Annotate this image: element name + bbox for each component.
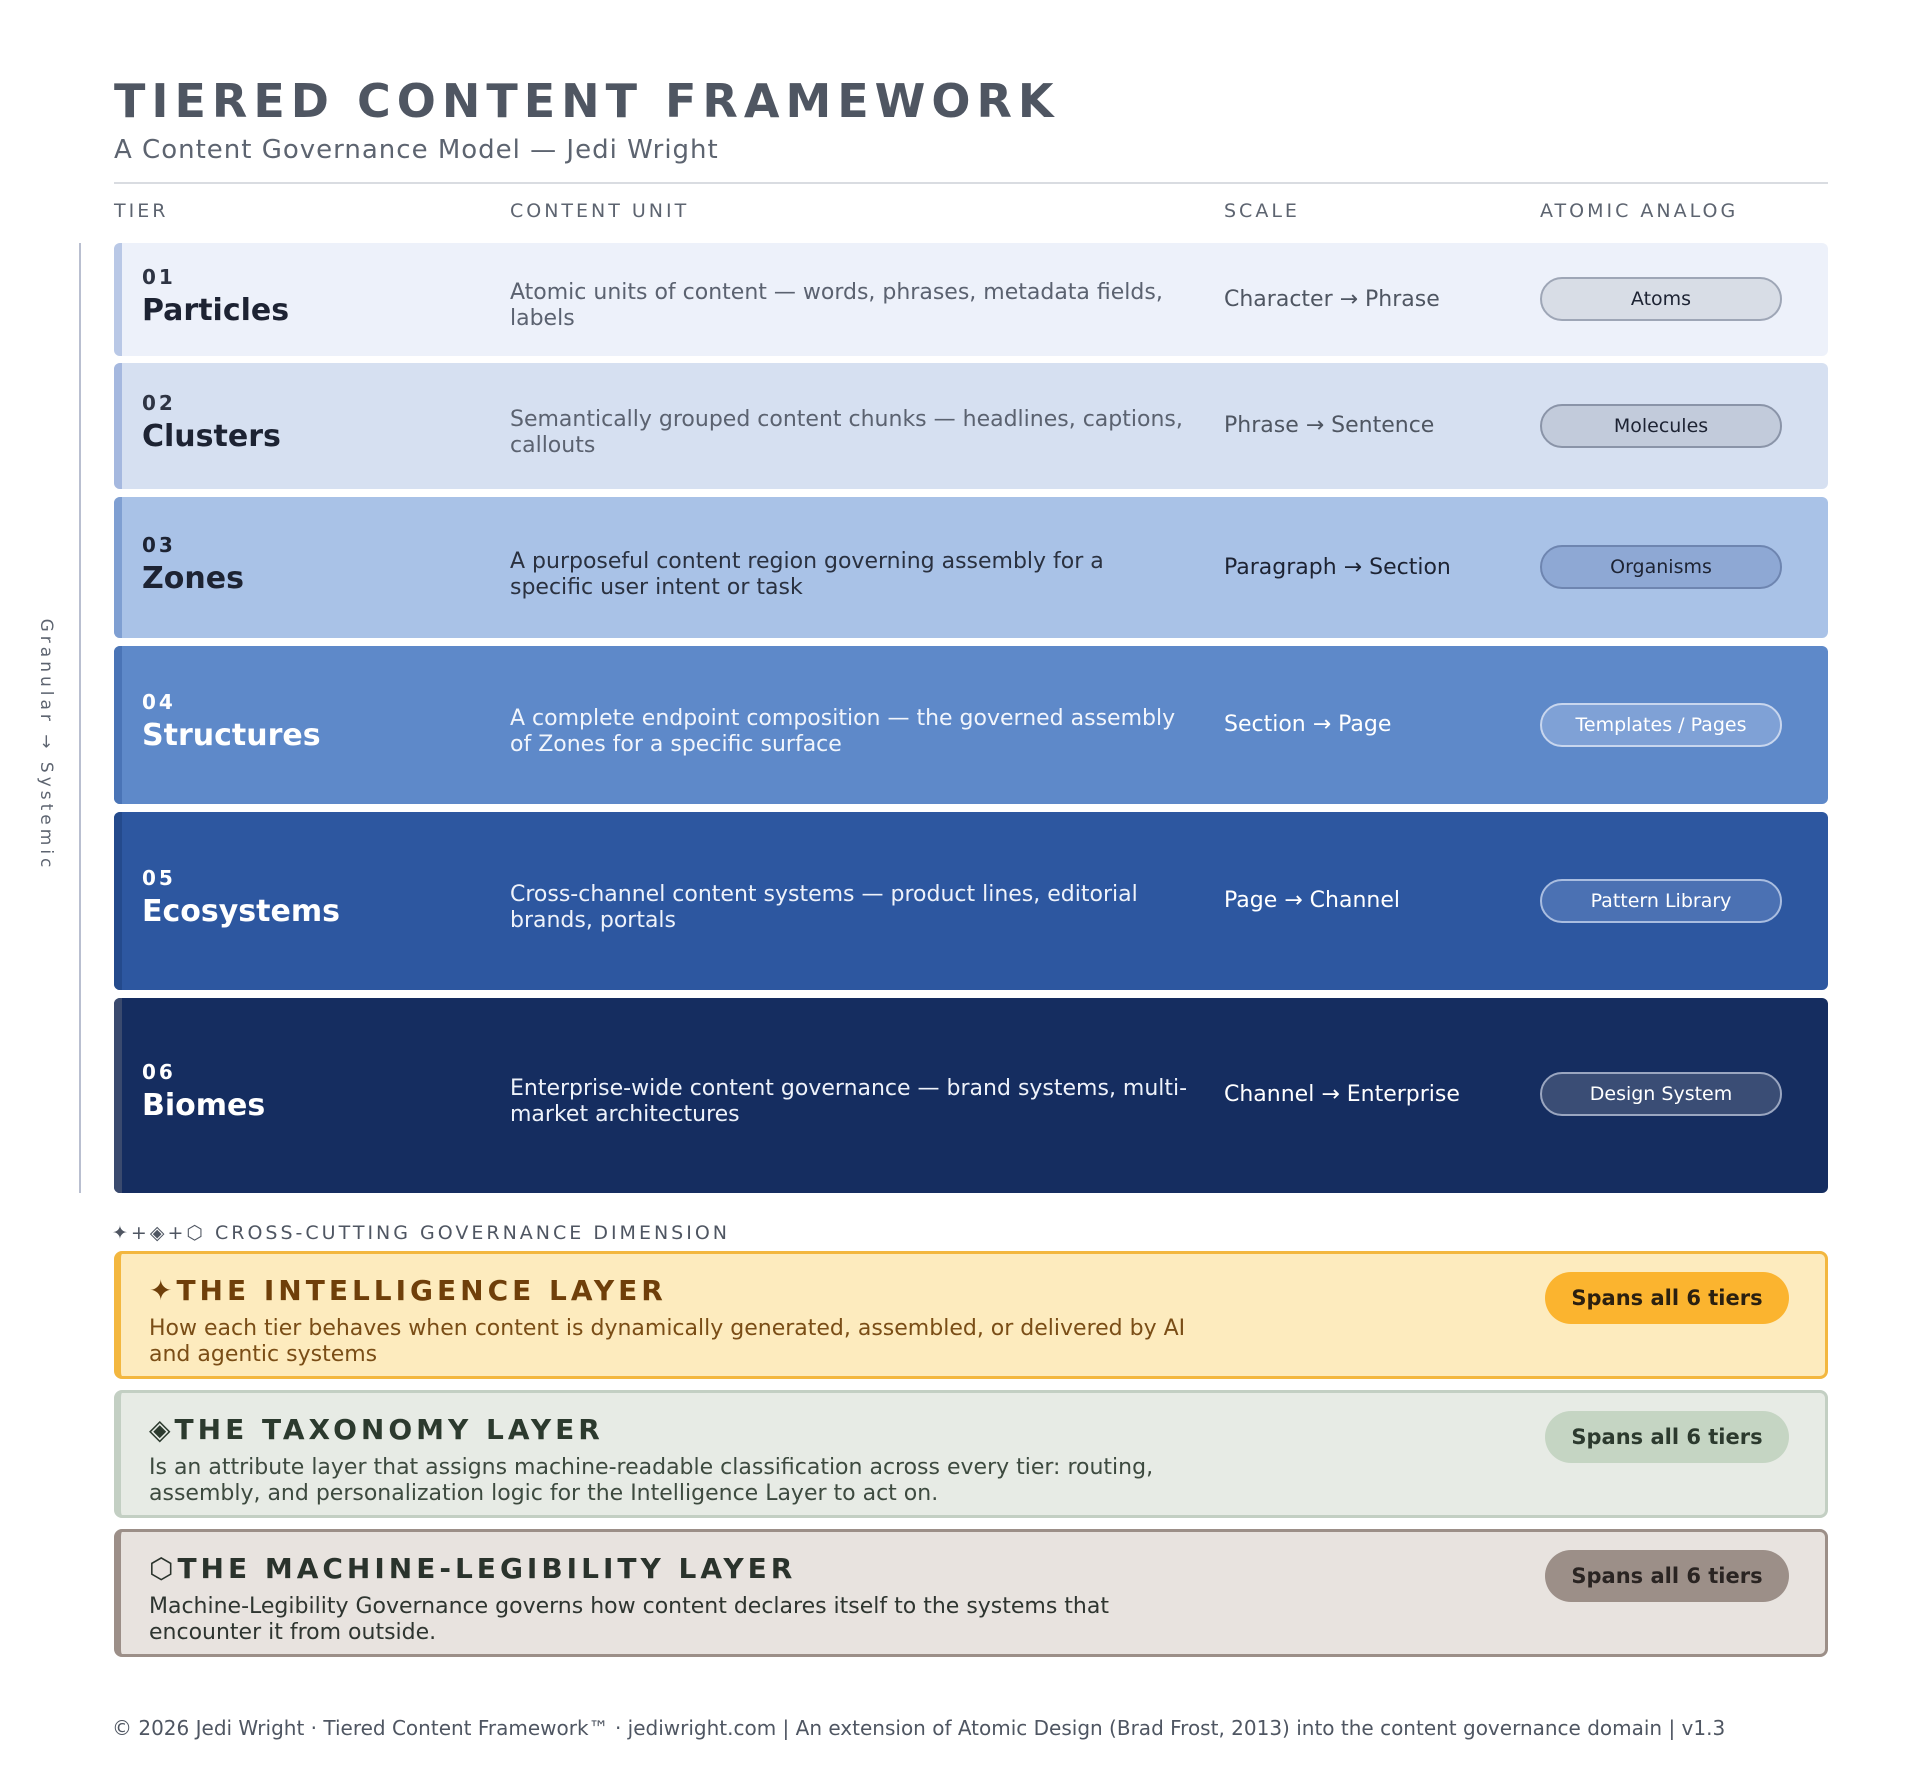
tier-accent-bar <box>114 243 122 356</box>
span-badge: Spans all 6 tiers <box>1545 1550 1789 1602</box>
tier-scale: Section → Page <box>1224 712 1392 737</box>
tier-row-zones <box>114 497 1828 638</box>
tier-row-ecosystems <box>114 812 1828 990</box>
tier-number: 01 <box>142 265 176 289</box>
tier-scale: Phrase → Sentence <box>1224 413 1435 438</box>
footer-credits: © 2026 Jedi Wright · Tiered Content Framework™ · jediwright.com | An extension of Atomic Design (Brad Frost, 2013) into the content governance domain | v1.3 <box>112 1716 1726 1740</box>
layer-title: ✦THE INTELLIGENCE LAYER <box>149 1274 667 1307</box>
tier-description: Enterprise-wide content governance — brand systems, multi-market architectures <box>510 1076 1188 1127</box>
tier-scale: Page → Channel <box>1224 888 1400 913</box>
column-header-atomic-analog: ATOMIC ANALOG <box>1540 200 1739 222</box>
span-badge: Spans all 6 tiers <box>1545 1411 1789 1463</box>
tier-scale: Paragraph → Section <box>1224 555 1451 580</box>
tier-number: 05 <box>142 866 176 890</box>
axis-line <box>79 243 81 1193</box>
analog-pill: Design System <box>1540 1072 1782 1116</box>
tier-name: Zones <box>142 561 244 596</box>
tier-name: Particles <box>142 293 290 328</box>
tier-description: Atomic units of content — words, phrases, metadata fields, labels <box>510 280 1163 331</box>
tier-scale: Character → Phrase <box>1224 287 1440 312</box>
tier-accent-bar <box>114 363 122 489</box>
column-header-content-unit: CONTENT UNIT <box>510 200 690 222</box>
tier-scale: Channel → Enterprise <box>1224 1082 1460 1107</box>
analog-pill: Molecules <box>1540 404 1782 448</box>
axis-label: Granular → Systemic <box>36 618 56 872</box>
intelligence-layer-card <box>114 1251 1828 1379</box>
layer-title: ⬡THE MACHINE-LEGIBILITY LAYER <box>149 1552 797 1585</box>
tier-accent-bar <box>114 998 122 1193</box>
tier-number: 06 <box>142 1060 176 1084</box>
tier-description: Cross-channel content systems — product lines, editorial brands, portals <box>510 882 1138 933</box>
page-title: TIERED CONTENT FRAMEWORK <box>114 74 1060 128</box>
cross-cutting-heading: ✦+◈+⬡ CROSS-CUTTING GOVERNANCE DIMENSION <box>112 1222 730 1244</box>
tier-description: A purposeful content region governing assembly for a specific user intent or task <box>510 549 1104 600</box>
tier-name: Ecosystems <box>142 894 340 929</box>
tier-accent-bar <box>114 497 122 638</box>
column-header-tier: TIER <box>114 200 169 222</box>
tier-row-particles <box>114 243 1828 356</box>
layer-description: Is an attribute layer that assigns machine-readable classification across every tier: routing, assembly, and personalization logic for the Intelligence Layer to act on. <box>149 1455 1154 1506</box>
tier-accent-bar <box>114 646 122 804</box>
tier-name: Structures <box>142 718 321 753</box>
tier-number: 03 <box>142 533 176 557</box>
analog-pill: Templates / Pages <box>1540 703 1782 747</box>
column-header-scale: SCALE <box>1224 200 1300 222</box>
tier-row-structures <box>114 646 1828 804</box>
tier-number: 04 <box>142 690 176 714</box>
tier-name: Biomes <box>142 1088 266 1123</box>
layer-description: How each tier behaves when content is dynamically generated, assembled, or delivered by AI and agentic systems <box>149 1316 1186 1367</box>
tier-name: Clusters <box>142 419 281 454</box>
span-badge: Spans all 6 tiers <box>1545 1272 1789 1324</box>
machine-legibility-layer-card <box>114 1529 1828 1657</box>
tier-row-clusters <box>114 363 1828 489</box>
page-subtitle: A Content Governance Model — Jedi Wright <box>114 135 719 165</box>
analog-pill: Organisms <box>1540 545 1782 589</box>
tier-accent-bar <box>114 812 122 990</box>
header-divider <box>114 182 1828 184</box>
taxonomy-layer-card <box>114 1390 1828 1518</box>
analog-pill: Atoms <box>1540 277 1782 321</box>
tier-row-biomes <box>114 998 1828 1193</box>
tier-description: Semantically grouped content chunks — headlines, captions, callouts <box>510 407 1183 458</box>
tier-number: 02 <box>142 391 176 415</box>
layer-description: Machine-Legibility Governance governs how content declares itself to the systems that encounter it from outside. <box>149 1594 1109 1645</box>
analog-pill: Pattern Library <box>1540 879 1782 923</box>
tier-description: A complete endpoint composition — the governed assembly of Zones for a specific surface <box>510 706 1176 757</box>
layer-title: ◈THE TAXONOMY LAYER <box>149 1413 604 1446</box>
